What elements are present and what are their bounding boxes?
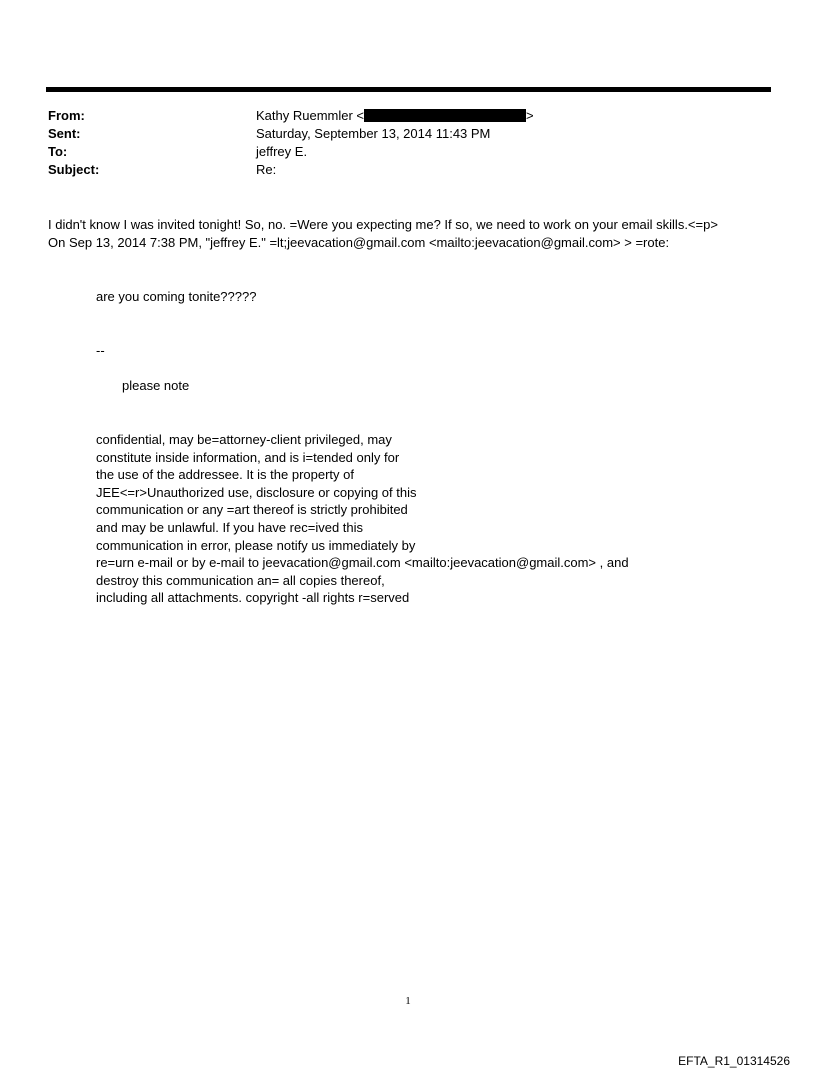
please-note-text: please note — [122, 378, 190, 393]
please-note — [122, 377, 189, 395]
from-label: From: — [48, 108, 85, 123]
sent-value: Saturday, September 13, 2014 11:43 PM — [256, 126, 491, 141]
disclaimer-line: including all attachments. copyright -all rights r=served — [96, 590, 410, 606]
disclaimer-line: communication or any =art thereof is strictly prohibited — [96, 502, 408, 518]
email-body — [48, 216, 778, 252]
body-line-quote-header: On Sep 13, 2014 7:38 PM, "jeffrey E." =lt;jeevacation@gmail.com <mailto:jeevacation@gmail.com> > =rote: — [48, 235, 670, 250]
quoted-question-text: are you coming tonite????? — [96, 289, 257, 304]
from-row — [48, 107, 768, 125]
bates-number: EFTA_R1_01314526 — [678, 1054, 790, 1068]
disclaimer-line: constitute inside information, and is i=tended only for — [96, 449, 400, 465]
disclaimer-line: re=urn e-mail or by e-mail to jeevacation@gmail.com <mailto:jeevacation@gmail.com> , and — [96, 555, 629, 571]
disclaimer-line: communication in error, please notify us immediately by — [96, 537, 416, 553]
disclaimer-line: destroy this communication an= all copies thereof, — [96, 572, 385, 588]
to-label: To: — [48, 144, 68, 159]
to-value: jeffrey E. — [256, 144, 308, 159]
quoted-question — [96, 288, 256, 306]
from-close-bracket: > — [526, 108, 534, 123]
subject-value: Re: — [256, 162, 277, 177]
header-divider — [46, 87, 771, 92]
email-header — [48, 107, 768, 179]
disclaimer-line: the use of the addressee. It is the property of — [96, 467, 354, 483]
disclaimer-line: confidential, may be=attorney-client privileged, may — [96, 432, 392, 447]
body-line-reply: I didn't know I was invited tonight! So, no. =Were you expecting me? If so, we need to work on your email skills.<=p> — [48, 217, 718, 232]
signature-separator — [96, 342, 105, 360]
subject-label: Subject: — [48, 162, 100, 177]
page-number: 1 — [405, 995, 411, 1007]
sent-row — [48, 125, 768, 143]
redacted-email-block — [364, 109, 526, 122]
from-name: Kathy Ruemmler < — [256, 108, 365, 123]
from-value — [256, 107, 768, 125]
sent-label: Sent: — [48, 126, 81, 141]
disclaimer-line: JEE<=r>Unauthorized use, disclosure or copying of this — [96, 484, 417, 500]
disclaimer-line: and may be unlawful. If you have rec=ived this — [96, 519, 364, 535]
signature-dash: -- — [96, 343, 105, 358]
subject-row — [48, 161, 768, 179]
confidentiality-disclaimer — [96, 431, 716, 607]
to-row — [48, 143, 768, 161]
